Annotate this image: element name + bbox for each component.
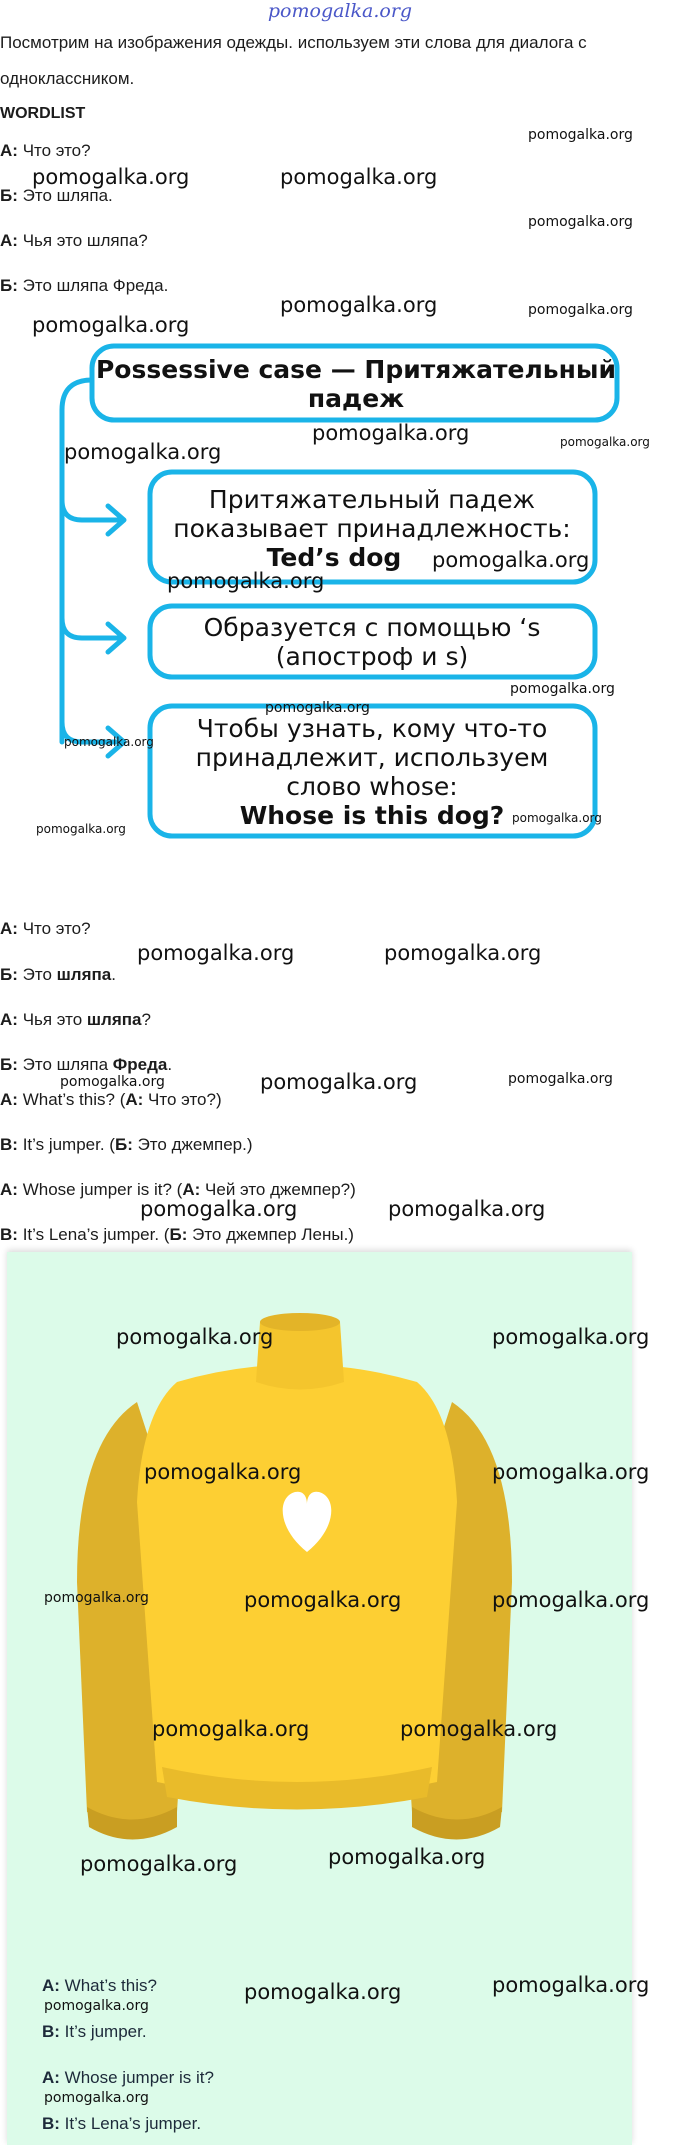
watermark: pomogalka.org [44,1590,149,1606]
watermark: pomogalka.org [388,1197,546,1221]
speaker-label: Б: [114,1135,133,1154]
dialog-text: Это шляпа [22,1055,113,1074]
box3-line-2: принадлежит, используем [195,743,549,772]
watermark: pomogalka.org [36,822,126,836]
speaker-label: А: [125,1090,144,1109]
site-header-logo[interactable]: pomogalka.org [267,0,413,22]
watermark: pomogalka.org [64,735,154,749]
speaker-label: Б: [0,186,18,205]
watermark: pomogalka.org [32,165,190,189]
dialog-text: It’s Lena’s jumper. [59,2114,202,2133]
speaker-label: Б: [0,965,18,984]
dialog-text: What’s this? [59,1976,157,1995]
watermark: pomogalka.org [560,435,650,449]
dialog-text: Whose jumper is it? [59,2068,214,2087]
dialog-text: Чья это [22,1010,87,1029]
watermark: pomogalka.org [137,941,295,965]
box3-line-3: слово whose: [286,772,458,801]
dialog-text: Это шляпа. [22,186,113,205]
watermark: pomogalka.org [116,1325,274,1349]
intro-line-2: одноклассником. [0,69,135,88]
dialog2-line [0,1009,151,1031]
box3-line-4: Whose is this dog? [239,801,505,830]
watermark: pomogalka.org [32,313,190,337]
dialog1-line [0,275,168,297]
dialog-text: It’s Lena’s jumper. ( [22,1225,170,1244]
dialog-text: Это джемпер Лены.) [187,1225,354,1244]
speaker-label: Б: [0,276,18,295]
dialog-text: Это шляпа Фреда. [22,276,169,295]
box1-line-1: Притяжательный падеж [208,485,536,514]
panel-dialog-line [42,2114,201,2134]
box3-line-1: Чтобы узнать, кому что-то [196,714,548,743]
watermark: pomogalka.org [80,1852,238,1876]
box1-line-3: Ted’s dog [266,543,402,572]
speaker-label: А: [0,919,18,938]
speaker-label: А: [0,231,18,250]
box2-line-1: Образуется с помощью ‘s [203,613,541,642]
wordlist-heading: WORDLIST [0,105,86,122]
dialog-text: Это джемпер.) [132,1135,253,1154]
watermark: pomogalka.org [152,1717,310,1741]
watermark: pomogalka.org [510,681,615,697]
watermark: pomogalka.org [528,214,633,230]
box2-line-2: (апостроф и s) [275,642,469,671]
panel-dialog-line [42,2022,147,2042]
watermark: pomogalka.org [60,1074,165,1090]
bold-word: шляпа [86,1010,142,1029]
watermark: pomogalka.org [312,421,470,445]
watermark: pomogalka.org [144,1460,302,1484]
card-title-line-1: Possessive case — Притяжательный [95,355,617,384]
watermark: pomogalka.org [400,1717,558,1741]
watermark: pomogalka.org [512,811,602,825]
watermark: pomogalka.org [384,941,542,965]
panel-dialog-line [42,2068,214,2088]
dialog-text: Что это? [22,919,91,938]
watermark: pomogalka.org [492,1325,650,1349]
speaker-label: A: [42,1976,60,1995]
bold-word: шляпа [56,965,112,984]
card-title-line-2: падеж [307,384,405,413]
dialog3-line [0,1224,354,1246]
speaker-label: Б: [0,1055,18,1074]
watermark: pomogalka.org [528,302,633,318]
watermark: pomogalka.org [280,293,438,317]
dialog-text: Whose jumper is it? ( [22,1180,183,1199]
dialog2-line [0,918,91,940]
dialog-text: Чья это шляпа? [22,231,148,250]
dialog-text: What’s this? ( [22,1090,126,1109]
watermark: pomogalka.org [260,1070,418,1094]
dialog-text: Чей это джемпер?) [200,1180,356,1199]
panel-dialog-line [42,1976,157,1996]
speaker-label: A: [0,1180,18,1199]
speaker-label: Б: [169,1225,188,1244]
dialog3-line [0,1089,222,1111]
watermark: pomogalka.org [528,127,633,143]
speaker-label: B: [42,2022,60,2041]
dialog-text: It’s jumper. [59,2022,147,2041]
dialog-text: Что это? [22,141,91,160]
dialog-text: ? [141,1010,151,1029]
watermark: pomogalka.org [265,700,370,716]
watermark: pomogalka.org [492,1460,650,1484]
speaker-label: B: [42,2114,60,2133]
speaker-label: A: [0,1090,18,1109]
connector-line [62,380,92,742]
dialog-text: It’s jumper. ( [22,1135,115,1154]
speaker-label: А: [182,1180,201,1199]
watermark: pomogalka.org [64,440,222,464]
watermark: pomogalka.org [44,2090,149,2106]
watermark: pomogalka.org [492,1588,650,1612]
watermark: pomogalka.org [328,1845,486,1869]
dialog2-line [0,964,116,986]
watermark: pomogalka.org [167,569,325,593]
watermark: pomogalka.org [44,1998,149,2014]
dialog-text: Это [22,965,57,984]
dialog-text: . [167,1055,173,1074]
dialog-text: . [111,965,116,984]
speaker-label: B: [0,1135,18,1154]
possessive-case-card [0,330,680,855]
watermark: pomogalka.org [492,1973,650,1997]
dialog-text: Что это?) [143,1090,222,1109]
dialog2-line [0,1054,172,1076]
box1-line-2: показывает принадлежность: [173,514,571,543]
possessive-case-diagram [0,330,680,855]
watermark: pomogalka.org [432,548,590,572]
speaker-label: А: [0,1010,18,1029]
dialog1-line [0,140,91,162]
bold-word: Фреда [112,1055,168,1074]
speaker-label: B: [0,1225,18,1244]
watermark: pomogalka.org [508,1071,613,1087]
dialog1-line [0,230,148,252]
speaker-label: А: [0,141,18,160]
dialog3-line [0,1134,253,1156]
watermark: pomogalka.org [280,165,438,189]
watermark: pomogalka.org [244,1588,402,1612]
watermark: pomogalka.org [140,1197,298,1221]
watermark: pomogalka.org [244,1980,402,2004]
speaker-label: A: [42,2068,60,2087]
intro-line-1: Посмотрим на изображения одежды. используем эти слова для диалога с [0,33,587,52]
